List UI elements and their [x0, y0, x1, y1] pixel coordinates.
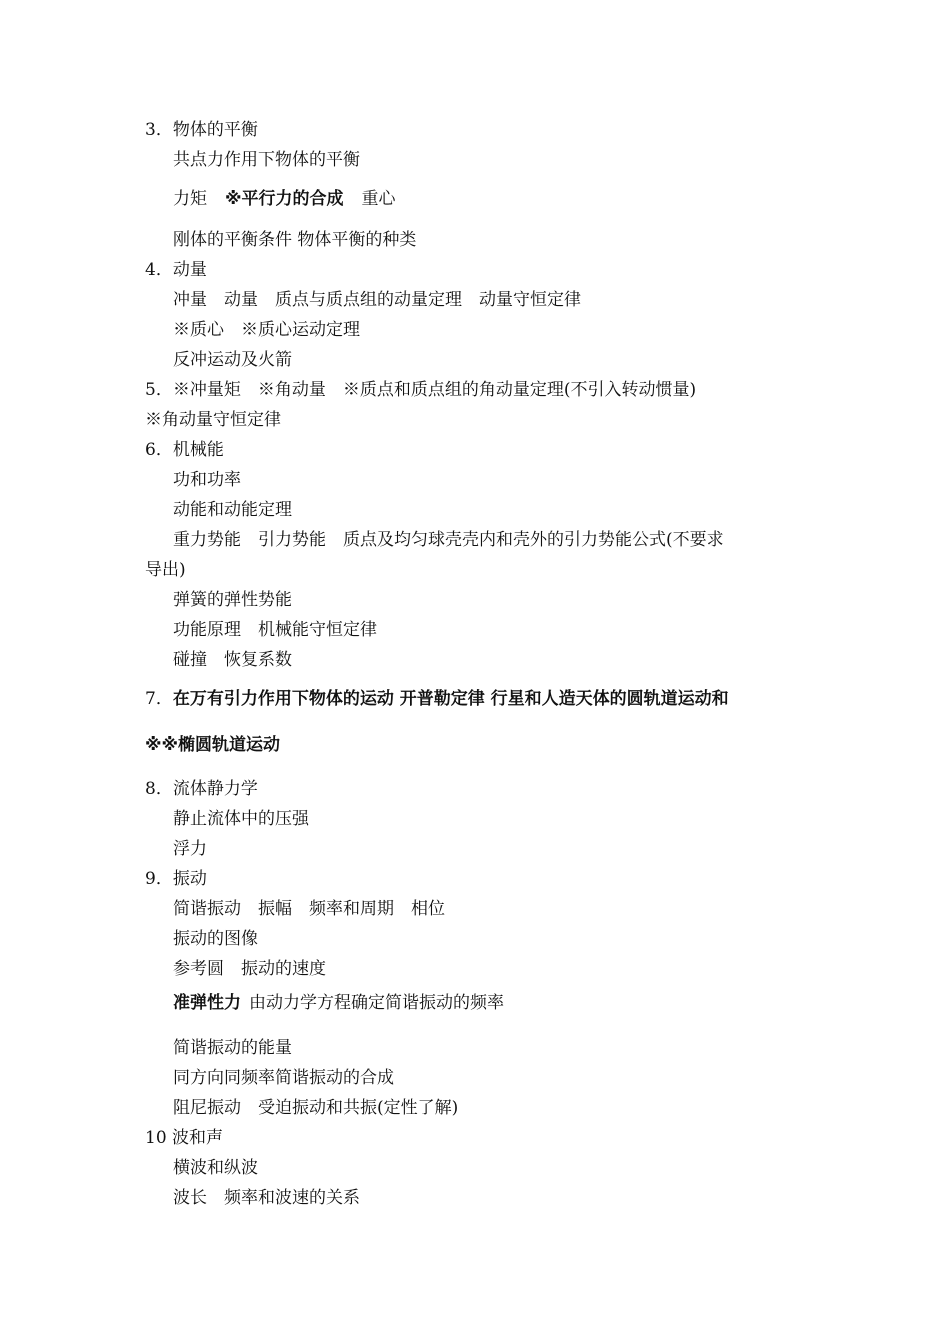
section-9-line-7: 阻尼振动 受迫振动和共振(定性了解) [173, 1098, 459, 1118]
section-3-line-2-part-3: 重心 [361, 189, 396, 209]
section-5-line-1: 5．※冲量矩 ※角动量 ※质点和质点组的角动量定理(不引入转动惯量) [145, 380, 697, 400]
section-9-line-3: 参考圆 振动的速度 [173, 959, 326, 979]
section-3-line-3: 刚体的平衡条件 物体平衡的种类 [173, 230, 417, 250]
section-4-line-1: 冲量 动量 质点与质点组的动量定理 动量守恒定律 [173, 290, 581, 310]
section-5-line-2: ※角动量守恒定律 [145, 410, 281, 430]
section-6-line-2: 动能和动能定理 [173, 500, 292, 520]
section-7-line-1 [145, 688, 729, 710]
section-7-bold-text: 在万有引力作用下物体的运动 开普勒定律 行星和人造天体的圆轨道运动和 [172, 689, 729, 709]
section-9-line-6: 同方向同频率简谐振动的合成 [173, 1068, 394, 1088]
section-8-line-1: 静止流体中的压强 [173, 809, 309, 829]
section-10-heading: 10 波和声 [145, 1128, 224, 1148]
section-3-line-2 [173, 188, 396, 210]
section-6-heading: 6．机械能 [145, 440, 224, 460]
section-6-line-3-continued: 导出) [145, 560, 186, 580]
section-6-line-5: 功能原理 机械能守恒定律 [173, 620, 377, 640]
section-7-line-2: ※※椭圆轨道运动 [145, 735, 281, 755]
section-9-line-1: 简谐振动 振幅 频率和周期 相位 [173, 899, 445, 919]
section-6-line-3: 重力势能 引力势能 质点及均匀球壳壳内和壳外的引力势能公式(不要求 [173, 530, 724, 550]
section-9-line-2: 振动的图像 [173, 929, 258, 949]
section-3-line-2-bold: ※平行力的合成 [225, 189, 344, 209]
section-10-line-1: 横波和纵波 [173, 1158, 258, 1178]
section-4-line-3: 反冲运动及火箭 [173, 350, 292, 370]
section-6-line-6: 碰撞 恢复系数 [173, 650, 292, 670]
section-8-line-2: 浮力 [173, 839, 207, 859]
section-9-line-4-bold: 准弹性力 [173, 993, 241, 1013]
section-3-line-1: 共点力作用下物体的平衡 [173, 150, 360, 170]
section-8-heading: 8．流体静力学 [145, 779, 258, 799]
section-3-heading: 3．物体的平衡 [145, 120, 258, 140]
section-9-line-4-text: 由动力学方程确定简谐振动的频率 [249, 993, 504, 1013]
section-9-heading: 9．振动 [145, 869, 207, 889]
section-6-line-1: 功和功率 [173, 470, 241, 490]
section-4-line-2: ※质心 ※质心运动定理 [173, 320, 360, 340]
section-4-heading: 4．动量 [145, 260, 207, 280]
section-7-number: 7． [145, 689, 173, 709]
section-9-line-4 [173, 992, 504, 1014]
section-10-line-2: 波长 频率和波速的关系 [173, 1188, 360, 1208]
section-9-line-5: 简谐振动的能量 [173, 1038, 292, 1058]
section-3-line-2-part-1: 力矩 [173, 189, 207, 209]
section-6-line-4: 弹簧的弹性势能 [173, 590, 292, 610]
